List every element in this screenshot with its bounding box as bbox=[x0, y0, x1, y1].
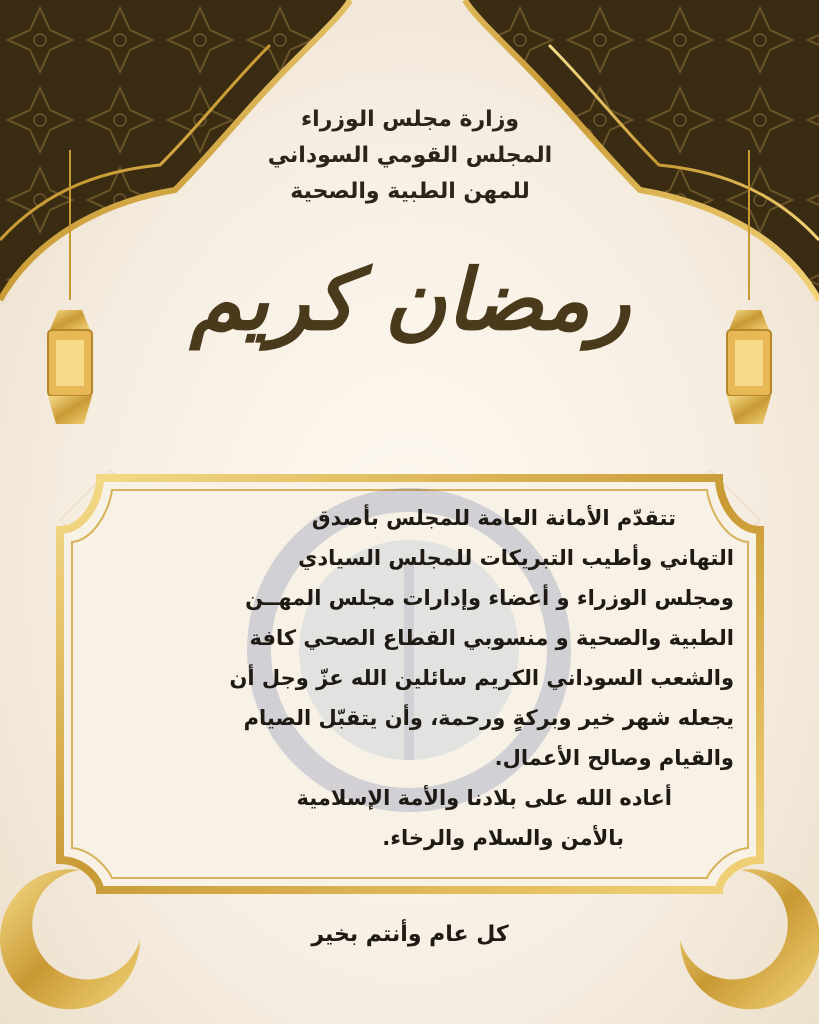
message-line: الطبية والصحية و منسوبي القطاع الصحي كافة bbox=[249, 626, 734, 650]
message-line: التهاني وأطيب التبريكات للمجلس السيادي bbox=[298, 546, 734, 570]
footer-greeting: كل عام وأنتم بخير bbox=[311, 922, 509, 947]
council-subtitle: للمهن الطبية والصحية bbox=[290, 179, 530, 204]
ramadan-kareem-calligraphy: رمضان كريم bbox=[189, 250, 631, 349]
message-line: يجعله شهر خير وبركةٍ ورحمة، وأن يتقبّل الصيام bbox=[243, 706, 734, 730]
message-line: والقيام وصالح الأعمال. bbox=[494, 746, 734, 770]
message-line: تتقدّم الأمانة العامة للمجلس بأصدق bbox=[311, 506, 676, 530]
council-name: المجلس القومي السوداني bbox=[267, 143, 553, 168]
message-line: بالأمن والسلام والرخاء. bbox=[382, 826, 624, 850]
message-line: ومجلس الوزراء و أعضاء وإدارات مجلس المهــن bbox=[245, 586, 734, 610]
ministry-name: وزارة مجلس الوزراء bbox=[300, 107, 520, 132]
header bbox=[200, 102, 620, 210]
message-line: والشعب السوداني الكريم سائلين الله عزّ وجل أن bbox=[229, 666, 734, 690]
message-line: أعاده الله على بلادنا والأمة الإسلامية bbox=[296, 786, 672, 810]
greeting-message bbox=[88, 498, 734, 858]
